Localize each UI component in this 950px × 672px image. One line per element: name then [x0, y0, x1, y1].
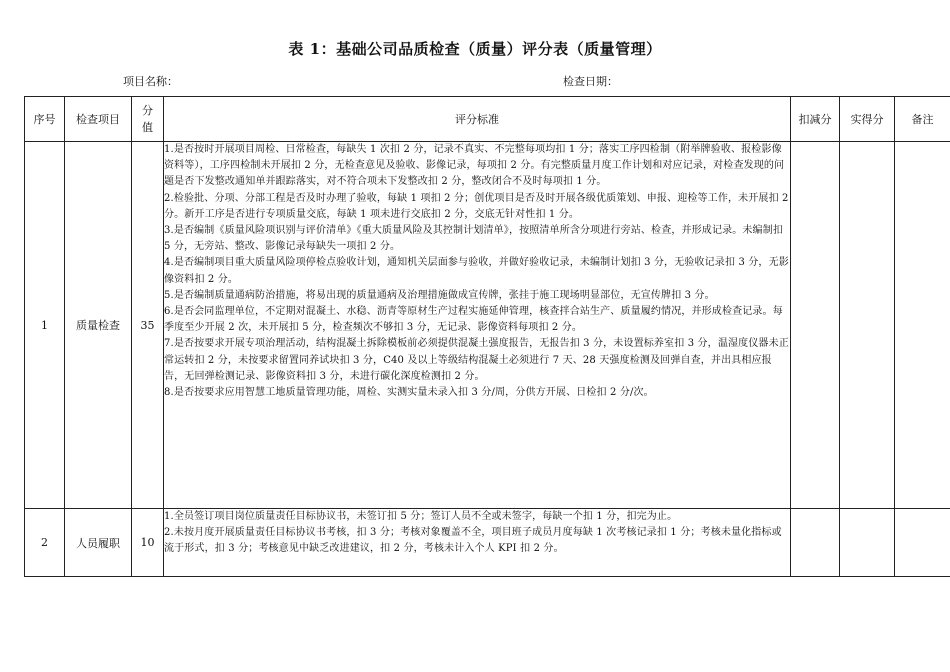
criteria-item: 8.是否按要求应用智慧工地质量管理功能，周检、实测实量未录入扣 3 分/周，分供方开展、日检扣 2 分/次。: [164, 387, 654, 399]
header-deduct: 扣减分: [791, 97, 840, 142]
criteria-item: 2.未按月度开展质量责任目标协议书考核，扣 3 分；考核对象覆盖不全，项目班子成员月度每缺 1 次考核记录扣 1 分；考核未量化指标或流于形式，扣 3 分；考核意见中缺乏改进建议，扣 2 分，考核未计入个人 KPI 扣 2 分。: [164, 527, 782, 555]
row-criteria: [164, 142, 791, 509]
row-item: 人员履职: [65, 509, 132, 577]
row-no: 1: [25, 142, 65, 509]
table-row: [25, 142, 950, 509]
row-actual-cell: [840, 509, 895, 577]
document-title: 表 1：基础公司品质检查（质量）评分表（质量管理）: [288, 40, 662, 58]
header-score-text: 分 值: [142, 104, 153, 134]
row-no: 2: [25, 509, 65, 577]
row-deduct-cell: [791, 509, 840, 577]
header-item: 检查项目: [65, 97, 132, 142]
row-remark-cell: [895, 509, 950, 577]
row-deduct-cell: [791, 142, 840, 509]
header-no: 序号: [25, 97, 65, 142]
row-criteria: [164, 509, 791, 577]
criteria-item: 5.是否编制质量通病防治措施，将易出现的质量通病及治理措施做成宣传牌，张挂于施工现场明显部位，无宣传牌扣 3 分。: [164, 289, 715, 301]
criteria-item: 6.是否会同监理单位，不定期对混凝土、水稳、沥青等原材生产过程实施延伸管理，核查拌合站生产、质量履约情况，并形成检查记录。每季度至少开展 2 次，未开展扣 5 分，检查频次不够扣 3 分，无记录、影像资料每项扣 2 分。: [164, 306, 783, 334]
header-score: [132, 97, 164, 142]
row-item: 质量检查: [65, 142, 132, 509]
table-header-row: [25, 97, 950, 142]
criteria-item: 1.是否按时开展项目周检、日常检查，每缺失 1 次扣 2 分，记录不真实、不完整每项均扣 1 分；落实工序四检制（附举牌验收、报检影像资料等），工序四检制未开展扣 2 分，无检查意见及验收、影像记录，每项扣 2 分。有完整质量月度工作计划和对应记录，对检查发现的问题是否下发整改通知单并跟踪落实，对不符合项未下发整改扣 2 分，整改闭合不及时每项扣 1 分。: [164, 144, 785, 188]
header-actual: 实得分: [840, 97, 895, 142]
criteria-item: 2.检验批、分项、分部工程是否及时办理了验收，每缺 1 项扣 2 分；创优项目是否及时开展各级优质策划、申报、迎检等工作，未开展扣 2 分。新开工序是否进行专项质量交底，每缺 1 项未进行交底扣 2 分，交底无针对性扣 1 分。: [164, 192, 789, 220]
project-name-label: 项目名称：: [123, 75, 178, 88]
check-date-label: 检查日期：: [563, 75, 618, 88]
criteria-item: 1.全员签订项目岗位质量责任目标协议书，未签订扣 5 分；签订人员不全或未签字，每缺一个扣 1 分，扣完为止。: [164, 511, 678, 522]
row-score: 35: [132, 142, 164, 509]
row-remark-cell: [895, 142, 950, 509]
score-table: [24, 96, 950, 577]
header-remark: 备注: [895, 97, 950, 142]
criteria-item: 3.是否编制《质量风险项识别与评价清单》《重大质量风险及其控制计划清单》，按照清单所含分项进行旁站、检查，并形成记录。未编制扣 5 分，无旁站、整改、影像记录每缺失一项扣 2 分。: [164, 225, 783, 253]
header-criteria: 评分标准: [164, 97, 791, 142]
criteria-item: 7.是否按要求开展专项治理活动，结构混凝土拆除模板前必须提供混凝土强度报告，无报告扣 3 分，未设置标养室扣 3 分，温湿度仪器未正常运转扣 2 分，未按要求留置同养试块扣 3 分，C40 及以上等级结构混凝土必须进行 7 天、28 天强度检测及回弹自查，并出具相应报告，无回弹检测记录、影像资料扣 3 分，未进行碳化深度检测扣 2 分。: [164, 338, 789, 382]
criteria-item: 4.是否编制项目重大质量风险项停检点验收计划，通知机关层面参与验收，并做好验收记录，未编制计划扣 3 分，无验收记录扣 3 分，无影像资料扣 2 分。: [164, 257, 789, 285]
row-actual-cell: [840, 142, 895, 509]
row-score: 10: [132, 509, 164, 577]
table-row: [25, 509, 950, 577]
